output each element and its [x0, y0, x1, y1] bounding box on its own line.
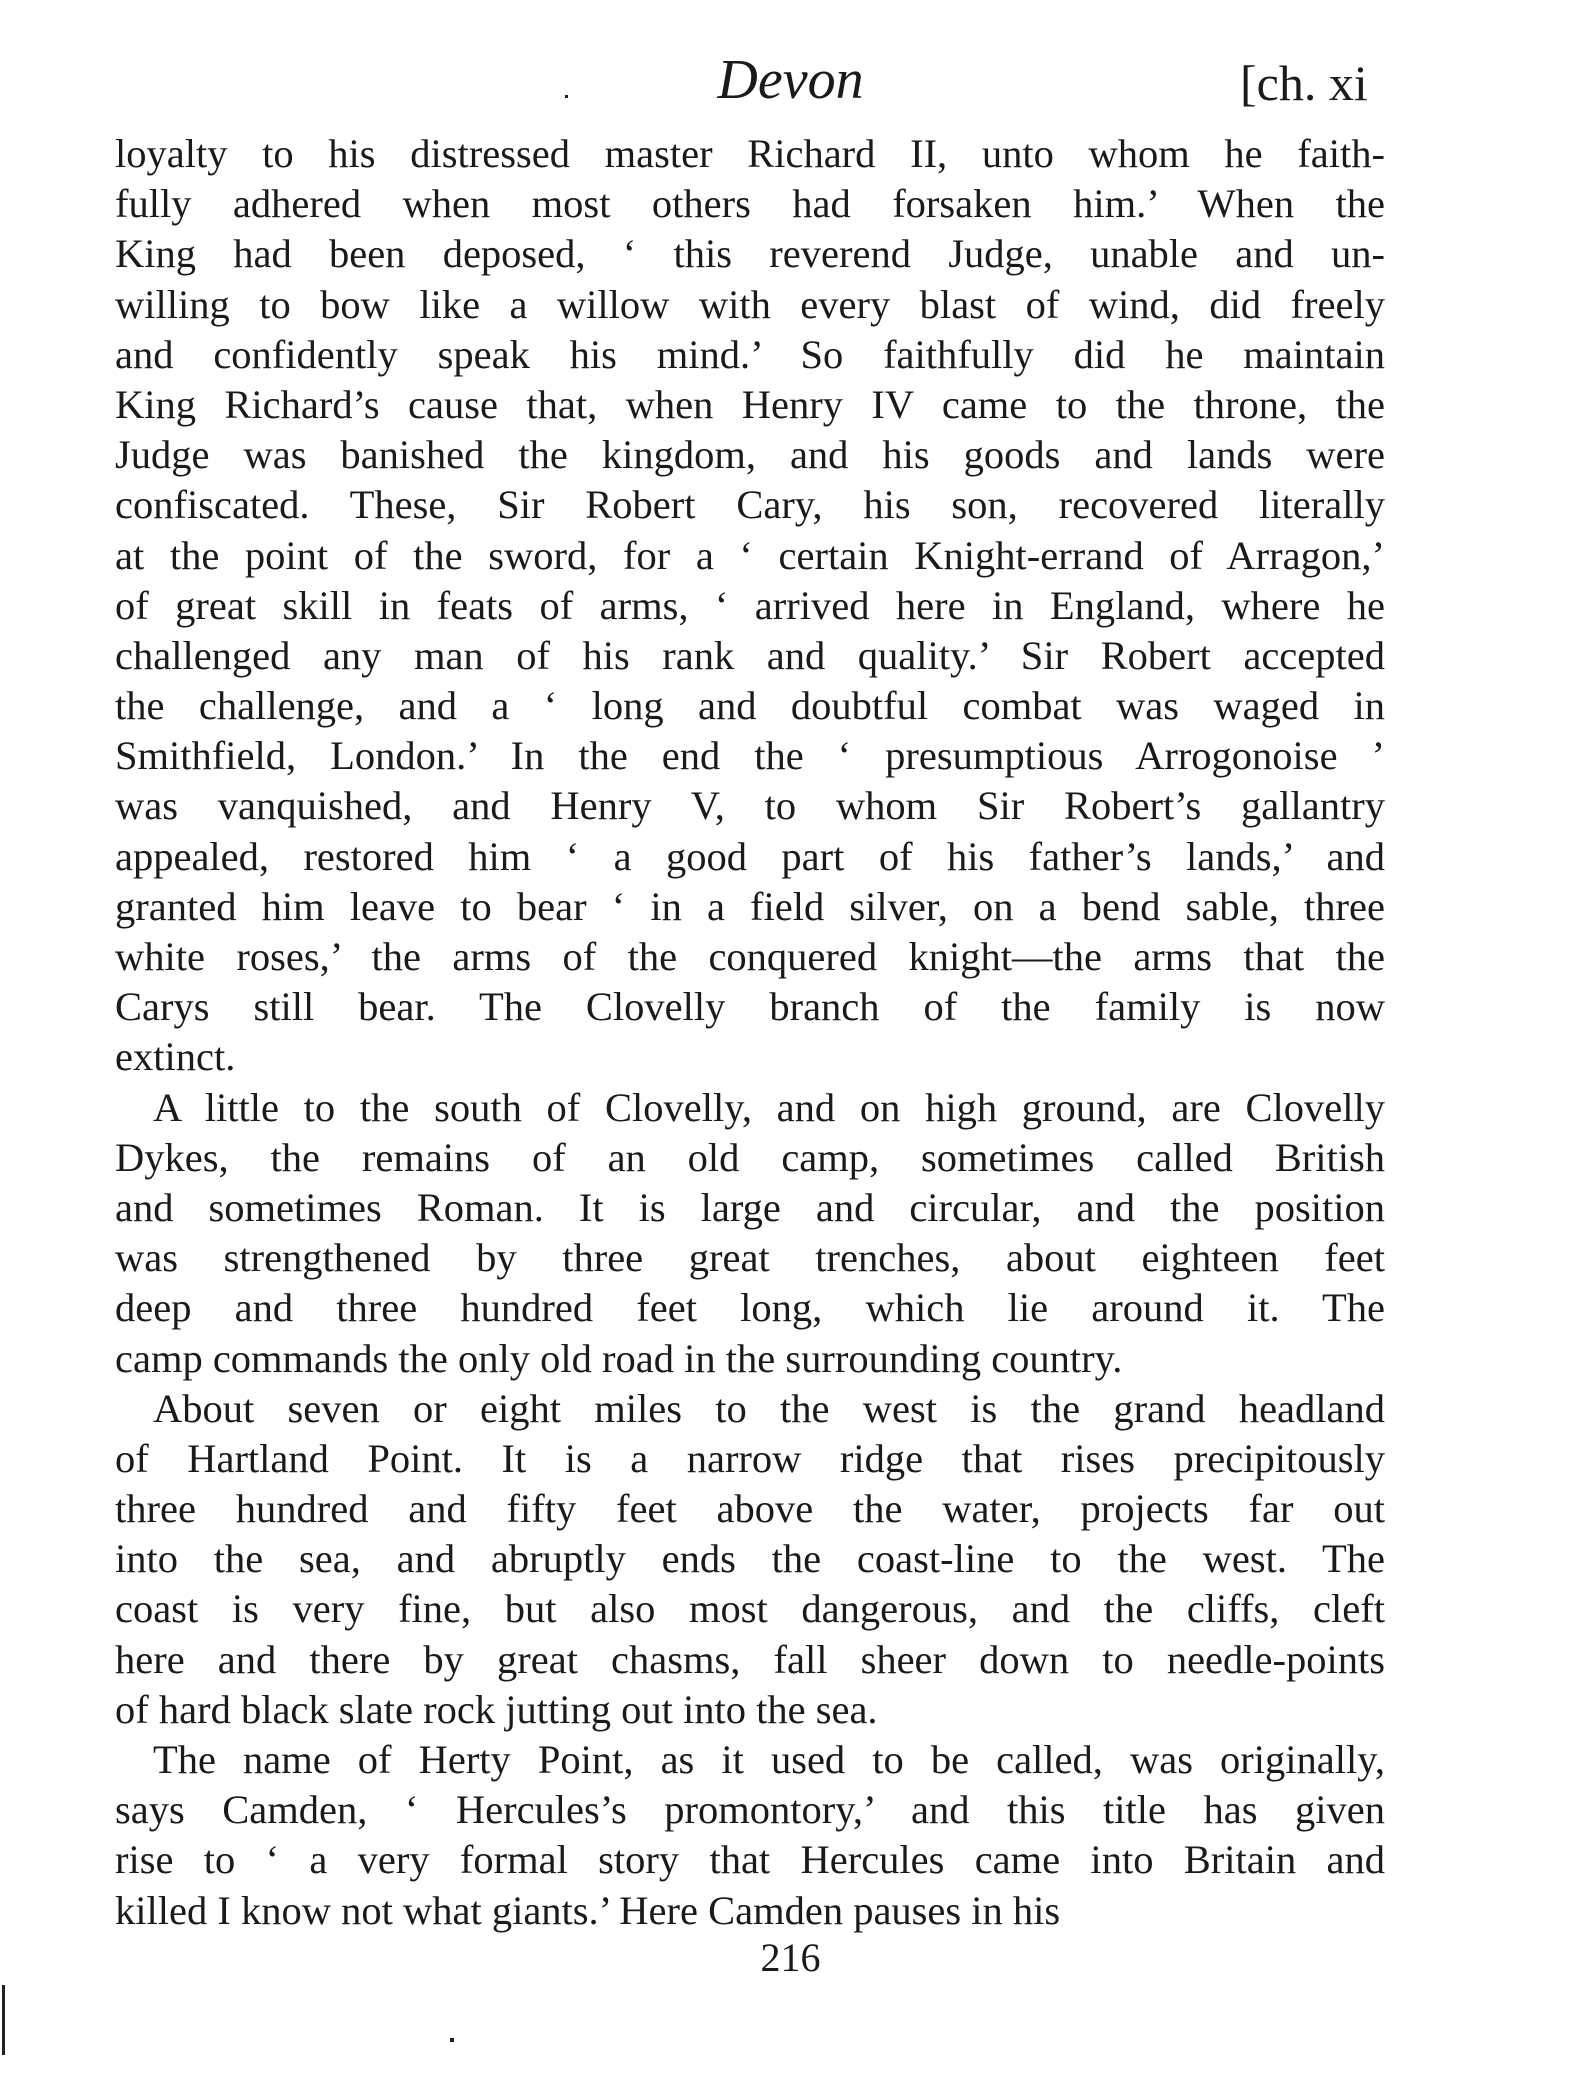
page-number: 216 [760, 1935, 821, 1980]
text-line: willing to bow like a willow with every blast of wind, did freely [115, 281, 1385, 327]
text-line: of Hartland Point. It is a narrow ridge that rises precipitously [115, 1435, 1385, 1481]
running-head-chapter: [ch. xi [1240, 55, 1368, 111]
text-line: confiscated. These, Sir Robert Cary, his son, recovered literally [115, 482, 1385, 528]
text-line: loyalty to his distressed master Richard II, unto whom he faith- [115, 131, 1385, 176]
text-line: into the sea, and abruptly ends the coast-line to the west. The [115, 1536, 1385, 1582]
text-line: challenged any man of his rank and quality.’ Sir Robert accepted [115, 632, 1385, 678]
text-line: The name of Herty Point, as it used to be called, was originally, [153, 1737, 1385, 1782]
text-line: and sometimes Roman. It is large and circular, and the position [115, 1184, 1385, 1230]
paragraph [115, 1384, 1385, 1735]
text-line: deep and three hundred feet long, which lie around it. The [115, 1285, 1385, 1331]
text-line: three hundred and fifty feet above the water, projects far out [115, 1486, 1385, 1532]
text-line: of great skill in feats of arms, ‘ arrived here in England, where he [115, 582, 1385, 628]
text-line: King had been deposed, ‘ this reverend Judge, unable and un- [115, 231, 1385, 277]
text-line: fully adhered when most others had forsaken him.’ When the [115, 181, 1385, 227]
scan-speck [450, 2038, 454, 2042]
text-line: was strengthened by three great trenches, about eighteen feet [115, 1235, 1385, 1281]
text-line: extinct. [115, 1034, 236, 1080]
text-line: Dykes, the remains of an old camp, sometimes called British [115, 1134, 1385, 1180]
text-line: of hard black slate rock jutting out into the sea. [115, 1686, 878, 1732]
text-line: says Camden, ‘ Hercules’s promontory,’ and this title has given [115, 1787, 1385, 1833]
text-line: Judge was banished the kingdom, and his goods and lands were [115, 432, 1385, 478]
text-line: here and there by great chasms, fall sheer down to needle-points [115, 1636, 1385, 1682]
text-line: white roses,’ the arms of the conquered knight—the arms that the [115, 934, 1385, 979]
text-line: King Richard’s cause that, when Henry IV came to the throne, the [115, 381, 1385, 427]
paragraph [115, 1083, 1385, 1384]
text-line: About seven or eight miles to the west is the grand headland [153, 1385, 1385, 1431]
paragraph [115, 1735, 1385, 1936]
text-line: camp commands the only old road in the surrounding country. [115, 1335, 1123, 1381]
text-line: appealed, restored him ‘ a good part of his father’s lands,’ and [115, 833, 1385, 879]
paragraph [115, 129, 1385, 1083]
running-head-title: Devon [717, 49, 864, 111]
text-line: killed I know not what giants.’ Here Camden pauses in his [115, 1887, 1061, 1933]
text-line: Smithfield, London.’ In the end the ‘ presumptious Arrogonoise ’ [115, 733, 1385, 779]
text-line: and confidently speak his mind.’ So faithfully did he maintain [115, 331, 1385, 377]
text-line: coast is very fine, but also most dangerous, and the cliffs, cleft [115, 1586, 1385, 1632]
text-line: granted him leave to bear ‘ in a field silver, on a bend sable, three [115, 883, 1385, 929]
text-line: A little to the south of Clovelly, and on high ground, are Clovelly [153, 1084, 1385, 1130]
text-line: at the point of the sword, for a ‘ certain Knight-errand of Arragon,’ [115, 532, 1385, 578]
body-text [115, 129, 1385, 1936]
text-line: the challenge, and a ‘ long and doubtful combat was waged in [115, 683, 1385, 729]
text-line: was vanquished, and Henry V, to whom Sir Robert’s gallantry [115, 783, 1385, 829]
scan-speck [565, 95, 568, 98]
scan-edge-mark [2, 1985, 5, 2055]
text-line: rise to ‘ a very formal story that Hercules came into Britain and [115, 1837, 1385, 1883]
text-line: Carys still bear. The Clovelly branch of the family is now [115, 984, 1385, 1030]
